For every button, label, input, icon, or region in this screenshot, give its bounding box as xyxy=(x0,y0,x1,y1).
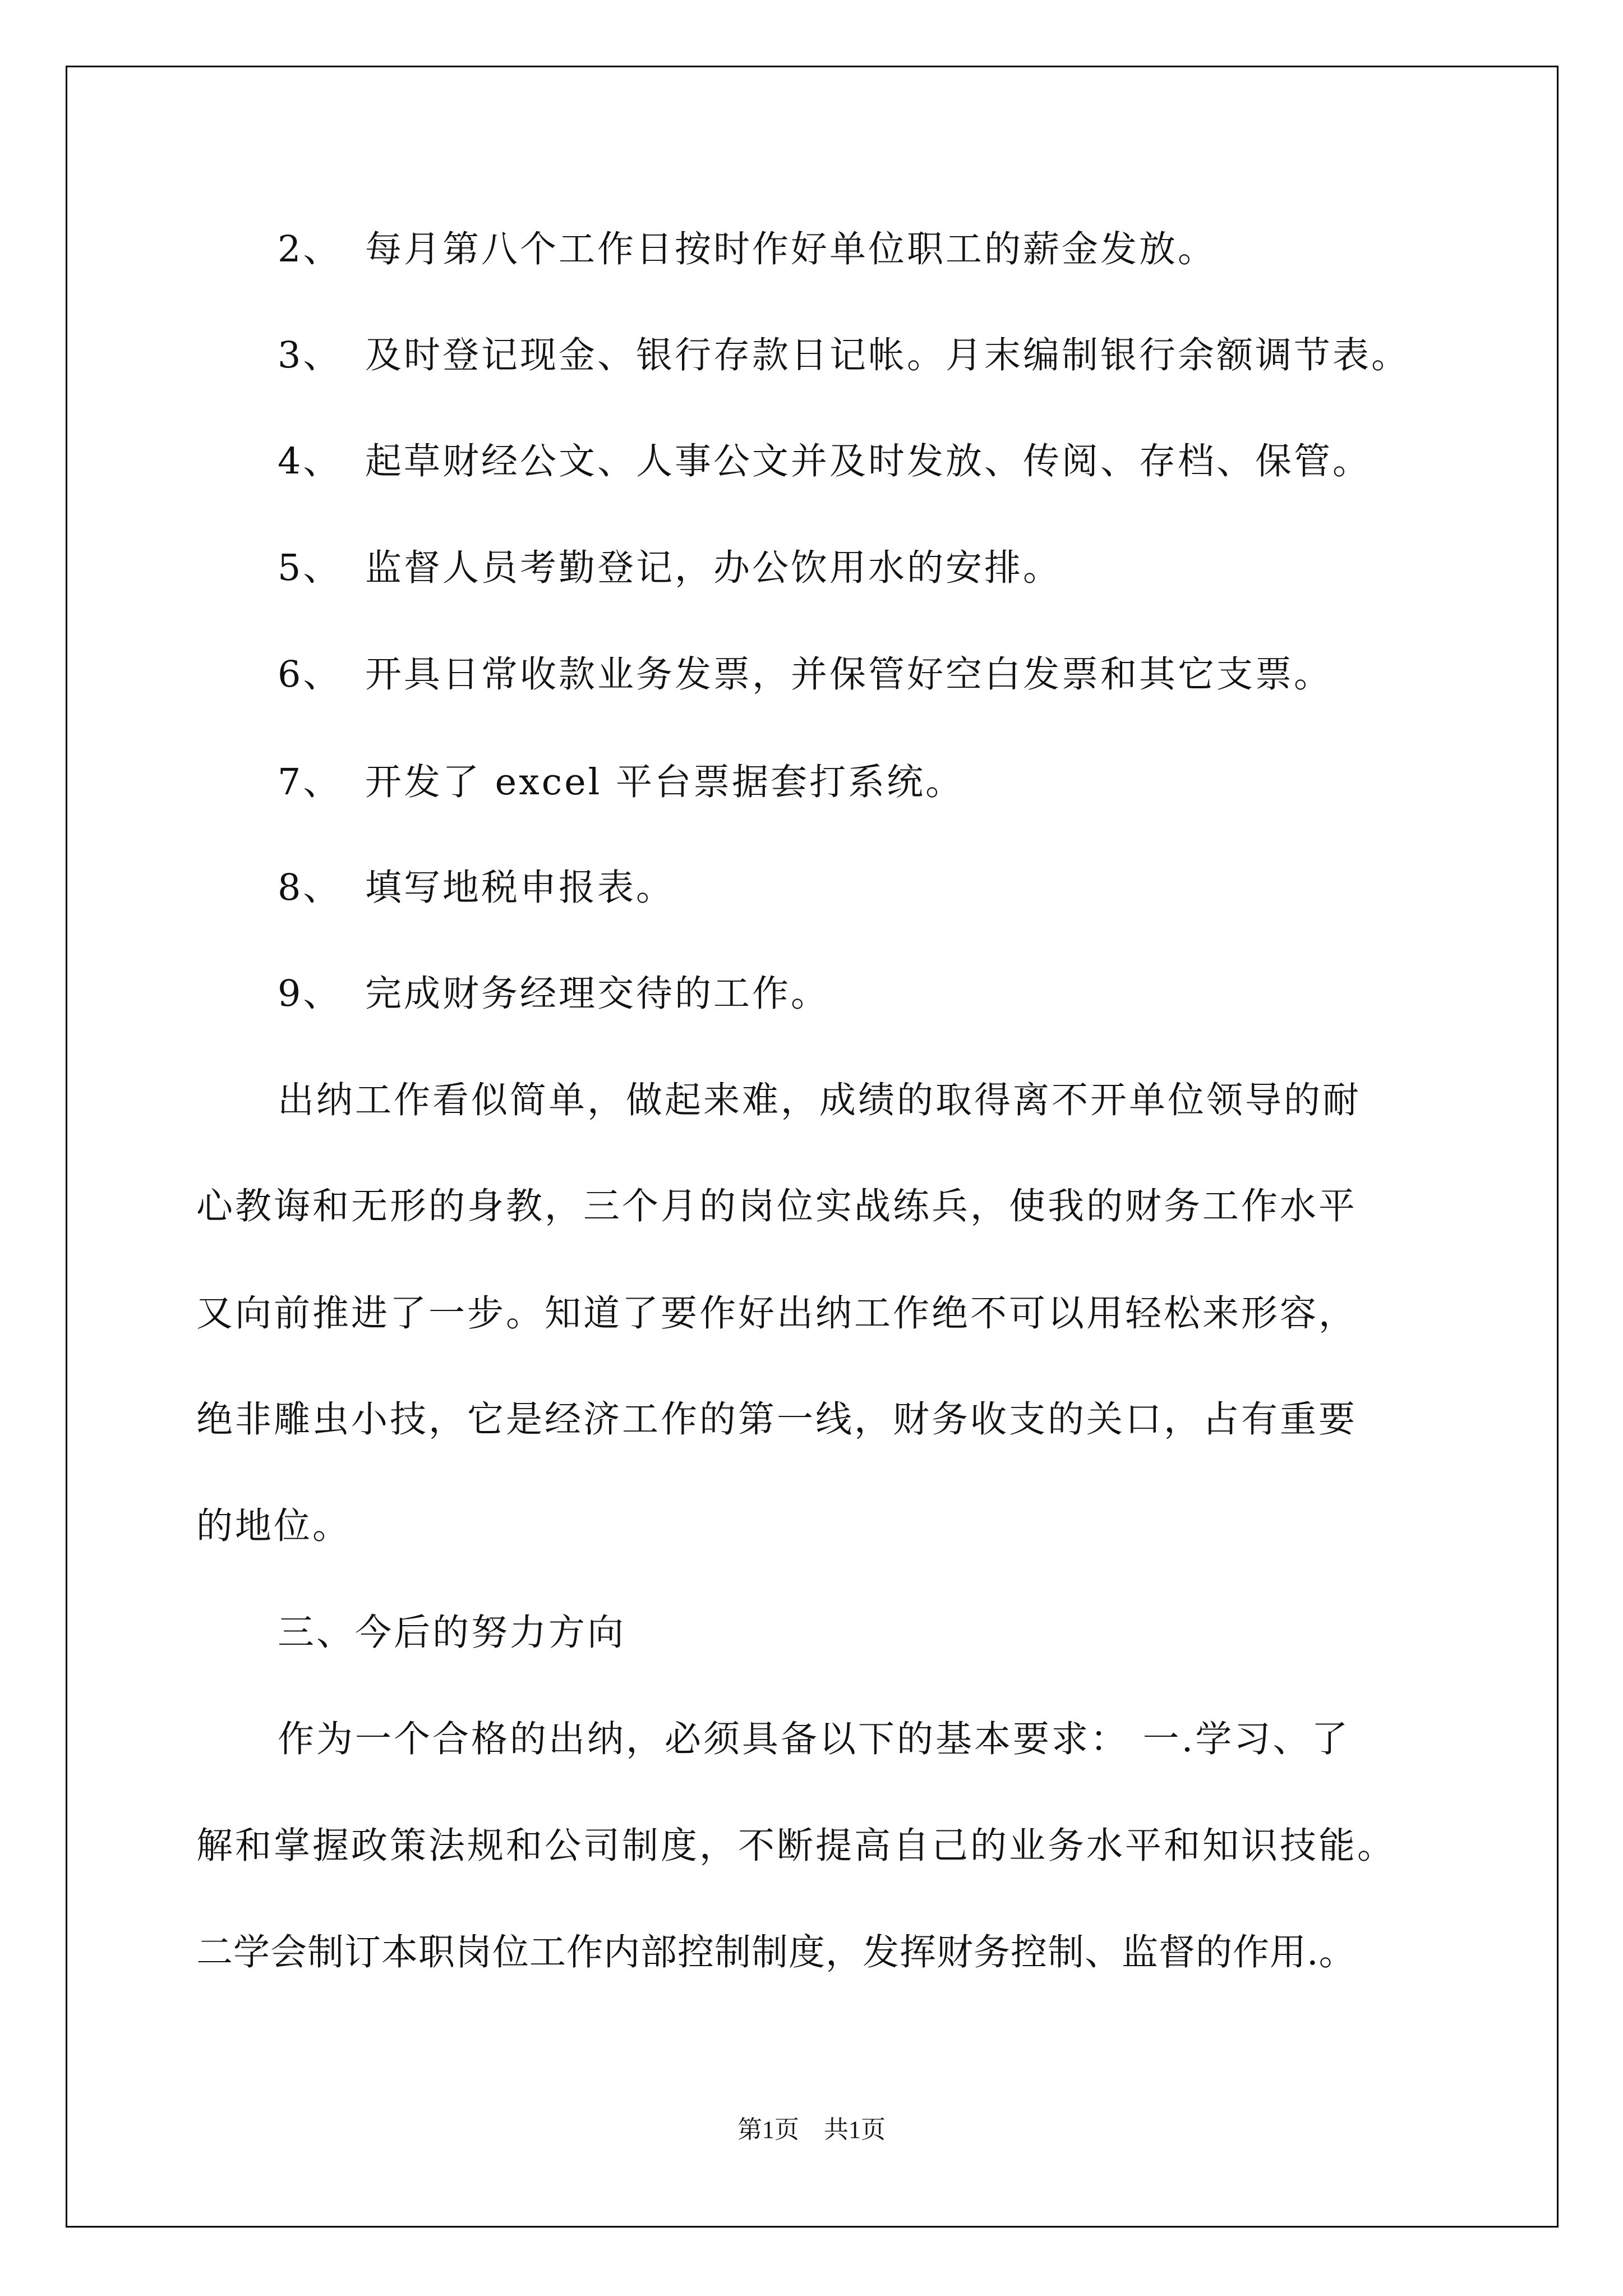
list-item-number: 3、 xyxy=(278,334,342,376)
list-item-number: 5、 xyxy=(278,547,342,589)
list-item xyxy=(278,867,675,909)
paragraph-line: 作为一个合格的出纳，必须具备以下的基本要求： 一.学习、了 xyxy=(278,1718,1350,1760)
list-item xyxy=(278,654,1333,696)
list-item-number: 7、 xyxy=(278,761,342,803)
list-item-text: 监督人员考勤登记，办公饮用水的安排。 xyxy=(365,547,1062,589)
list-item-number: 8、 xyxy=(278,867,342,909)
list-item xyxy=(278,973,830,1015)
paragraph-line: 绝非雕虫小技，它是经济工作的第一线，财务收支的关口，占有重要 xyxy=(196,1398,1358,1441)
page-footer: 第1页 共1页 xyxy=(737,2116,886,2143)
list-item-number: 9、 xyxy=(278,973,342,1015)
list-item-text: 每月第八个工作日按时作好单位职工的薪金发放。 xyxy=(365,228,1217,270)
paragraph-line: 的地位。 xyxy=(196,1505,352,1547)
list-item-text: 起草财经公文、人事公文并及时发放、传阅、存档、保管。 xyxy=(365,440,1372,482)
list-item-text: 完成财务经理交待的工作。 xyxy=(365,973,830,1015)
list-item xyxy=(278,440,1372,482)
list-item-text: 开具日常收款业务发票，并保管好空白发票和其它支票。 xyxy=(365,654,1333,696)
paragraph-line: 又向前推进了一步。知道了要作好出纳工作绝不可以用轻松来形容， xyxy=(196,1292,1358,1335)
list-item-number: 4、 xyxy=(278,440,342,482)
list-item-number: 2、 xyxy=(278,228,342,270)
list-item-text: 填写地税申报表。 xyxy=(365,867,675,909)
page-border xyxy=(66,66,1559,2228)
section-heading: 三、今后的努力方向 xyxy=(278,1612,626,1654)
list-item xyxy=(278,228,1217,270)
paragraph-line: 心教诲和无形的身教，三个月的岗位实战练兵，使我的财务工作水平 xyxy=(196,1185,1358,1227)
paragraph-line: 出纳工作看似简单，做起来难，成绩的取得离不开单位领导的耐 xyxy=(278,1079,1362,1121)
list-item xyxy=(278,547,1062,589)
paragraph-line: 二学会制订本职岗位工作内部控制制度，发挥财务控制、监督的作用.。 xyxy=(196,1931,1356,1973)
list-item xyxy=(278,334,1410,376)
paragraph-line: 解和掌握政策法规和公司制度，不断提高自己的业务水平和知识技能。 xyxy=(196,1825,1396,1867)
list-item-text: 及时登记现金、银行存款日记帐。月末编制银行余额调节表。 xyxy=(365,334,1410,376)
list-item-text: 开发了 excel 平台票据套打系统。 xyxy=(365,761,965,803)
list-item xyxy=(278,761,965,803)
list-item-number: 6、 xyxy=(278,654,342,696)
